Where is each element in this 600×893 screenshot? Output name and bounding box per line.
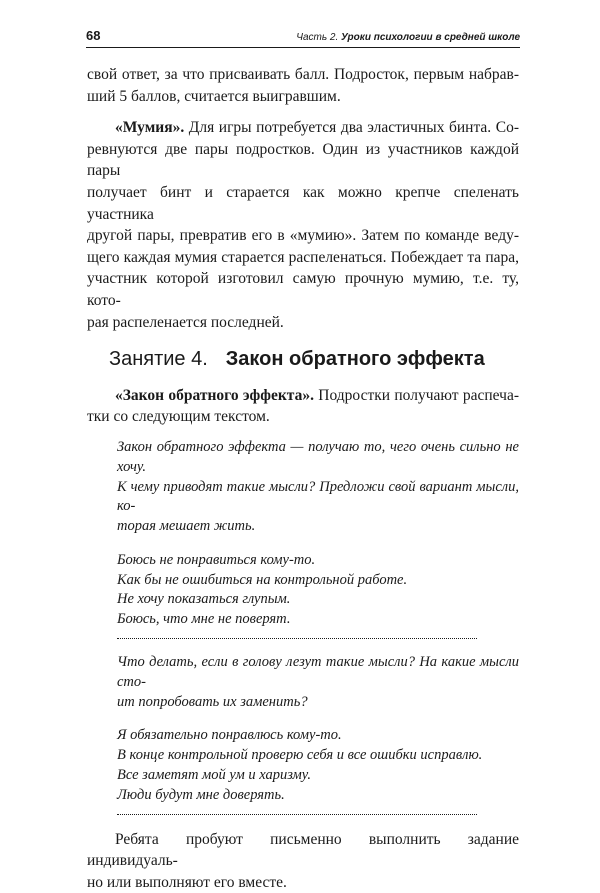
fear-line: Боюсь не понравиться кому-то. [117,551,316,568]
text-line [87,385,519,407]
text-line: тки со следующим текстом. [87,408,270,426]
text-line: Ребята пробуют письменно выполнить задание индивидуаль- [87,830,519,870]
handout-text [117,438,519,630]
replacement-line: В конце контрольной проверю себя и все ошибки исправлю. [117,747,483,764]
running-head [296,32,520,43]
dotted-answer-line [117,638,477,639]
replacement-line: Я обязательно понравлюсь кому-то. [117,727,342,744]
page-number: 68 [86,28,101,43]
quote-line: Закон обратного эффекта — получаю то, чего очень сильно не [117,438,519,455]
text-line: свой ответ, за что присваивать балл. Подросток, первым набрав- [87,66,519,83]
paragraph-mummy [87,117,519,333]
paragraph-closing [87,829,519,893]
text-run: Подростки получают распеча- [313,386,519,404]
header-rule [86,47,520,48]
replacement-line: Все заметят мой ум и харизму. [117,767,311,784]
fear-line: Как бы не ошибиться на контрольной работе. [117,571,408,588]
lesson-heading [109,349,519,371]
exercise-title: «Закон обратного эффекта». [115,386,314,404]
text-line: участник которой изготовил самую прочную мумию, т.е. ту, кото- [87,270,519,309]
paragraph-reverse-effect [87,385,519,428]
running-head-part: Часть 2. [296,32,339,43]
handout-question [117,653,519,806]
dotted-answer-line [117,814,477,815]
game-title-mummy: «Мумия». [115,119,185,137]
running-head-section: Уроки психологии в средней школе [341,32,520,43]
lesson-title: Закон обратного эффекта [225,348,485,371]
text-line: щего каждая мумия старается распеленаться. Побеждает та пара, [87,248,519,266]
quote-line: ит попробовать их заменить? [117,693,308,710]
quote-line: Что делать, если в голову лезут такие мысли? На какие мысли сто- [117,654,519,690]
text-line: получает бинт и старается как можно крепче спеленать участника [87,183,519,223]
text-line: рая распеленается последней. [87,313,284,331]
lesson-number: Занятие 4. [109,348,208,371]
text-line [87,117,519,139]
quote-line: торая мешает жить. [117,518,256,535]
replacement-line: Люди будут мне доверять. [117,786,285,803]
text-line: другой пары, превратив его в «мумию». Затем по команде веду- [87,227,519,245]
text-line: ревнуются две пары подростков. Один из участников каждой пары [87,140,519,180]
text-line: ший 5 баллов, считается выигравшим. [87,87,341,105]
text-line: но или выполняют его вместе. [87,873,287,891]
quote-line: хочу. [117,458,147,475]
fear-line: Не хочу показаться глупым. [117,591,291,608]
fear-line: Боюсь, что мне не поверят. [117,611,291,628]
quote-line: К чему приводят такие мысли? Предложи свой вариант мысли, ко- [117,478,519,515]
page-body [87,64,519,893]
text-run: Для игры потребуется два эластичных бинта. Со- [184,119,519,137]
page-header [86,28,520,43]
paragraph-continuation [87,64,519,107]
